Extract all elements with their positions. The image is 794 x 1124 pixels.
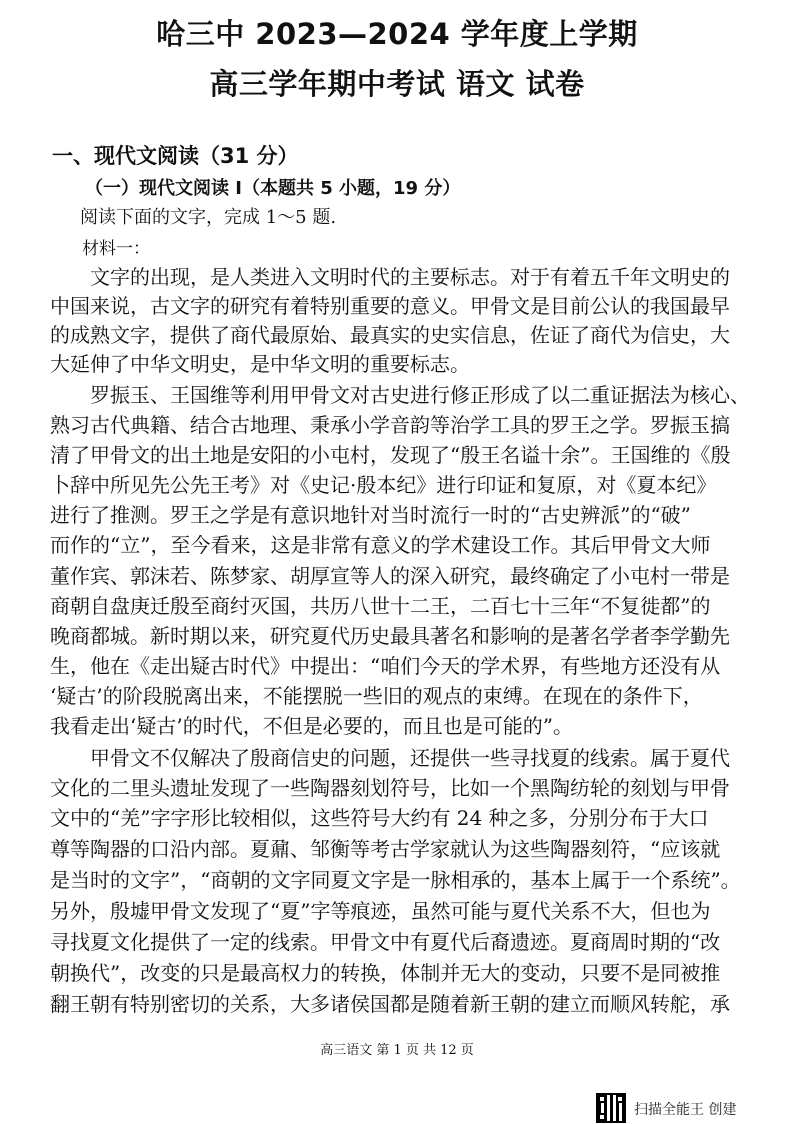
subsection-heading: （一）现代文阅读 Ⅰ（本题共 5 小题，19 分）	[85, 178, 461, 199]
passage-line: 进行了推测。罗王之学是有意识地针对当时流行一时的“古史辨派”的“破”	[50, 503, 691, 527]
passage-line: 而作的“立”，至今看来，这是非常有意义的学术建设工作。其后甲骨文大师	[50, 533, 711, 557]
page-footer: 高三语文 第 1 页 共 12 页	[320, 1043, 474, 1058]
passage-line: 寻找夏文化提供了一定的线索。甲骨文中有夏代后裔遗迹。夏商周时期的“改	[50, 930, 721, 954]
passage-line: 大延伸了中华文明史，是中华文明的重要标志。	[50, 352, 470, 376]
passage-line: 尊等陶器的口沿内部。夏鼐、邹衡等考古学家就认为这些陶器刻符，“应该就	[50, 837, 721, 861]
passage-line: 生，他在《走出疑古时代》中提出：“咱们今天的学术界，有些地方还没有从	[50, 654, 721, 678]
passage-line: 的成熟文字，提供了商代最原始、最真实的史实信息，佐证了商代为信史，大	[50, 323, 730, 347]
passage-line: ‘疑古’的阶段脱离出来，不能摆脱一些旧的观点的束缚。在现在的条件下，	[50, 684, 703, 708]
passage-line: 朝换代”，改变的只是最高权力的转换，体制并无大的变动，只要不是同被推	[50, 961, 721, 985]
passage-line: 卜辞中所见先公先王考》对《史记·殷本纪》进行印证和复原，对《夏本纪》	[50, 473, 717, 497]
passage-line: 是当时的文字”，“商朝的文字同夏文字是一脉相承的，基本上属于一个系统”。	[50, 868, 741, 892]
passage-line: 商朝自盘庚迁殷至商纣灭国，共历八世十二王，二百七十三年“不复徙都”的	[50, 594, 711, 618]
passage-line: 我看走出‘疑古’的时代，不但是必要的，而且也是可能的”。	[50, 714, 573, 738]
section-heading: 一、现代文阅读（31 分）	[52, 144, 299, 168]
passage-line: 熟习古代典籍、结合古地理、秉承小学音韵等治学工具的罗王之学。罗振玉搞	[50, 413, 730, 437]
passage-line: 甲骨文不仅解决了殷商信史的问题，还提供一些寻找夏的线索。属于夏代	[90, 746, 730, 770]
passage-line: 翻王朝有特别密切的关系，大多诸侯国都是随着新王朝的建立而顺风转舵，承	[50, 992, 730, 1016]
passage-line: 文化的二里头遗址发现了一些陶器刻划符号，比如一个黑陶纺轮的刻划与甲骨	[50, 776, 730, 800]
exam-subtitle: 高三学年期中考试 语文 试卷	[209, 67, 585, 101]
passage-line: 文字的出现，是人类进入文明时代的主要标志。对于有着五千年文明史的	[90, 265, 730, 289]
material-label: 材料一：	[82, 239, 150, 259]
passage-line: 另外，殷墟甲骨文发现了“夏”字等痕迹，虽然可能与夏代关系不大，但也为	[50, 899, 711, 923]
passage-line: 清了甲骨文的出土地是安阳的小屯村，发现了“殷王名谥十余”。王国维的《殷	[50, 443, 731, 467]
passage-line: 董作宾、郭沫若、陈梦家、胡厚宣等人的深入研究，最终确定了小屯村一带是	[50, 564, 730, 588]
passage-line: 文中的“羌”字字形比较相似，这些符号大约有 24 种之多，分别分布于大口	[50, 806, 709, 830]
exam-title: 哈三中 2023—2024 学年度上学期	[156, 17, 638, 51]
instruction-text: 阅读下面的文字，完成 1～5 题.	[80, 207, 337, 228]
qr-code-icon	[596, 1093, 626, 1123]
passage-line: 晚商都城。新时期以来，研究夏代历史最具著名和影响的是著名学者李学勤先	[50, 624, 730, 648]
passage-line: 罗振玉、王国维等利用甲骨文对古史进行修正形成了以二重证据法为核心、	[90, 383, 750, 407]
passage-line: 中国来说，古文字的研究有着特别重要的意义。甲骨文是目前公认的我国最早	[50, 294, 730, 318]
scanner-watermark: 扫描全能王 创建	[634, 1102, 737, 1118]
